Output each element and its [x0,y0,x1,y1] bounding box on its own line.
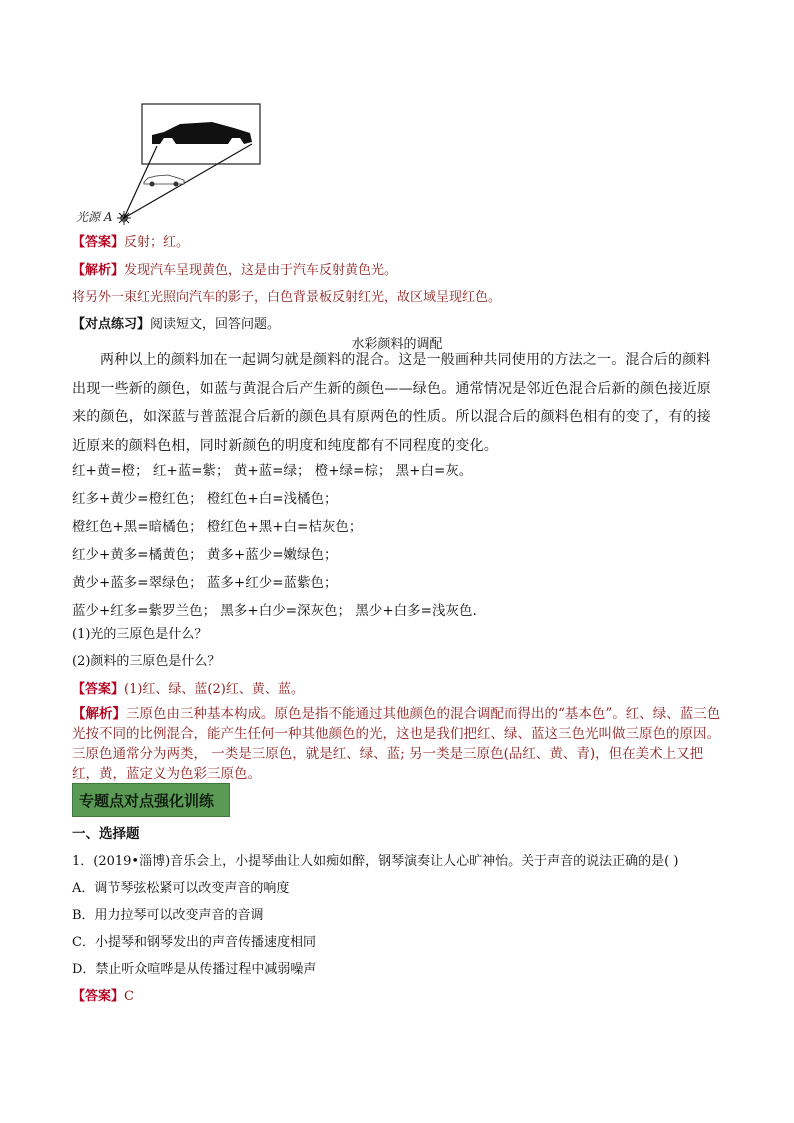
question-1: (1)光的三原色是什么？ [72,627,208,642]
formula-line: 红多+黄少=橙红色； 橙红色+白=浅橘色； [72,491,338,507]
option-b: B．用力拉琴可以改变声音的音调 [72,908,264,923]
option-c: C．小提琴和钢琴发出的声音传播速度相同 [72,935,316,950]
practice-answer: 【答案】(1)红、绿、蓝(2)红、黄、蓝。 [72,682,304,697]
option-d: D．禁止听众喧哗是从传播过程中减弱噪声 [72,962,317,977]
option-a: A．调节琴弦松紧可以改变声音的响度 [72,881,290,896]
question-2: (2)颜料的三原色是什么？ [72,654,221,669]
formula-line: 红+黄=橙； 红+蓝=紫； 黄+蓝=绿； 橙+绿=棕； 黑+白=灰。 [72,463,473,479]
example-answer: 【答案】反射；红。 [72,235,190,250]
question-stem: 1．(2019•淄博)音乐会上，小提琴曲让人如痴如醉，钢琴演奏让人心旷神怡。关于声音的说法正确的是( ) [72,854,679,869]
section-heading: 一、选择题 [72,826,140,842]
example-analysis: 【解析】发现汽车呈现黄色，这是由于汽车反射黄色光。 [72,263,398,278]
practice-instruction: 【对点练习】阅读短文，回答问题。 [72,317,281,332]
article-title: 水彩颜料的调配 [351,337,443,352]
article-paragraph: 两种以上的颜料加在一起调匀就是颜料的混合。这是一般画种共同使用的方法之一。混合后的颜料出现一些新的颜色，如蓝与黄混合后产生新的颜色——绿色。通常情况是邻近色混合后新的颜色接近原来的颜色，如深蓝与普蓝混合后新的颜色具有原两色的性质。所以混合后的颜料色相有的变了，有的接近原来的颜料色相，同时新颜色的明度和纯度都有不同程度的变化。 [72,352,711,454]
section-banner: 专题点对点强化训练 [72,783,230,817]
formula-line: 橙红色+黑=暗橘色； 橙红色+黑+白=桔灰色； [72,519,363,535]
car-light-figure [72,102,272,230]
light-source-icon [117,211,131,225]
light-source-label: 光源 A [76,210,113,224]
practice-analysis: 【解析】三原色由三种基本构成。原色是指不能通过其他颜色的混合调配而得出的“基本色”。红、绿、蓝三色光按不同的比例混合，能产生任何一种其他颜色的光，这也是我们把红、绿、蓝这三色光叫做三原色的原因。三原色通常分为两类， 一类是三原色，就是红、绿、蓝; 另一类是三原色(品红、黄、青)，但在美术上又把红，黄，蓝定义为色彩三原色。 [72,706,721,782]
formula-line: 黄少+蓝多=翠绿色； 蓝多+红少=蓝紫色； [72,575,338,591]
question1-answer: 【答案】C [72,989,134,1004]
formula-line: 蓝少+红多=紫罗兰色； 黑多+白少=深灰色； 黑少+白多=浅灰色. [72,603,477,619]
formula-line: 红少+黄多=橘黄色； 黄多+蓝少=嫩绿色； [72,547,338,563]
example-analysis-line2: 将另外一束红光照向汽车的影子，白色背景板反射红光，故区域呈现红色。 [72,290,502,305]
